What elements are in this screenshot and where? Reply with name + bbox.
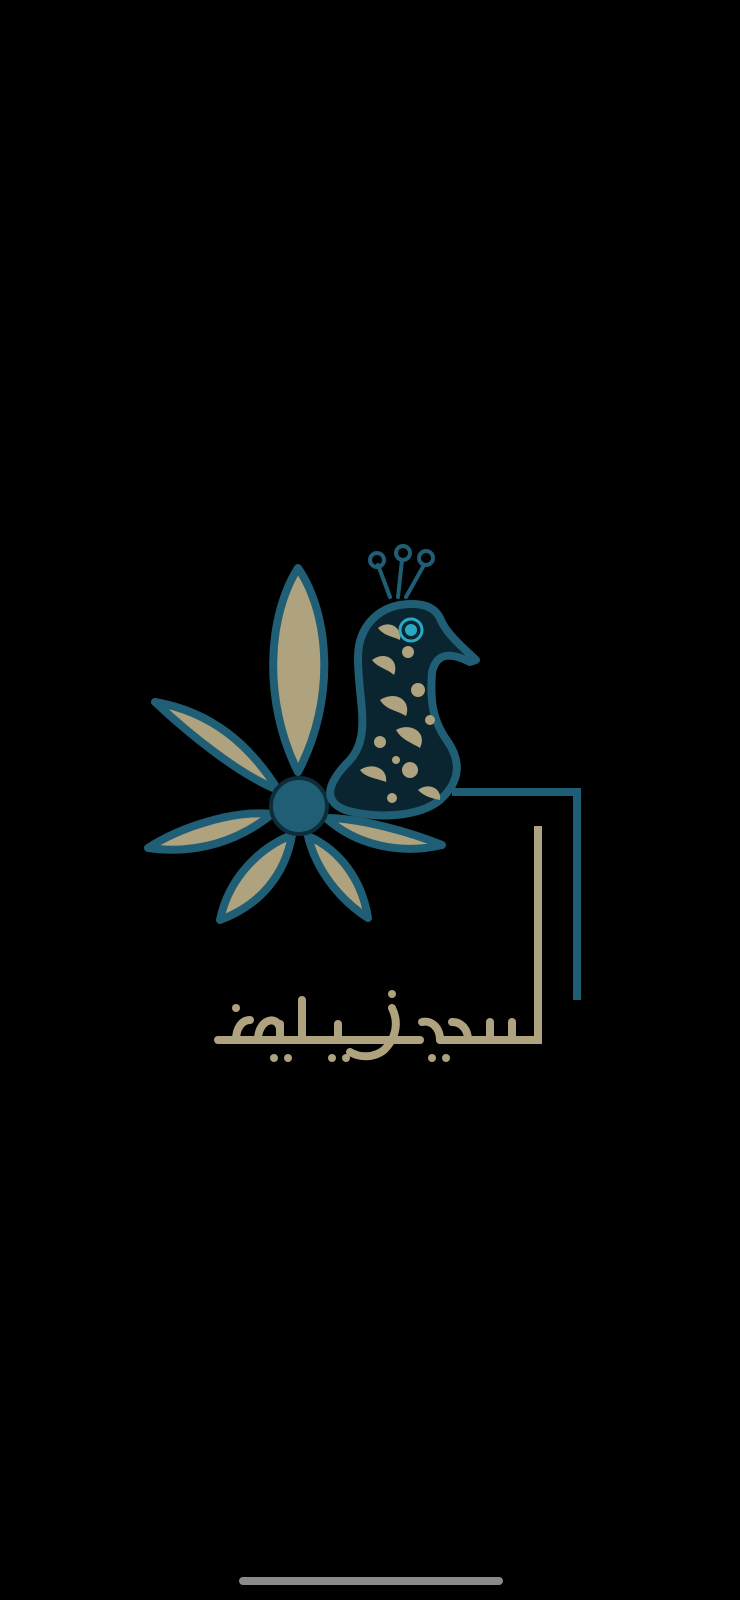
home-indicator[interactable] [239,1577,503,1585]
frame-lines [456,792,577,1040]
peacock-icon [330,546,476,815]
wordmark-logo [218,990,538,1062]
